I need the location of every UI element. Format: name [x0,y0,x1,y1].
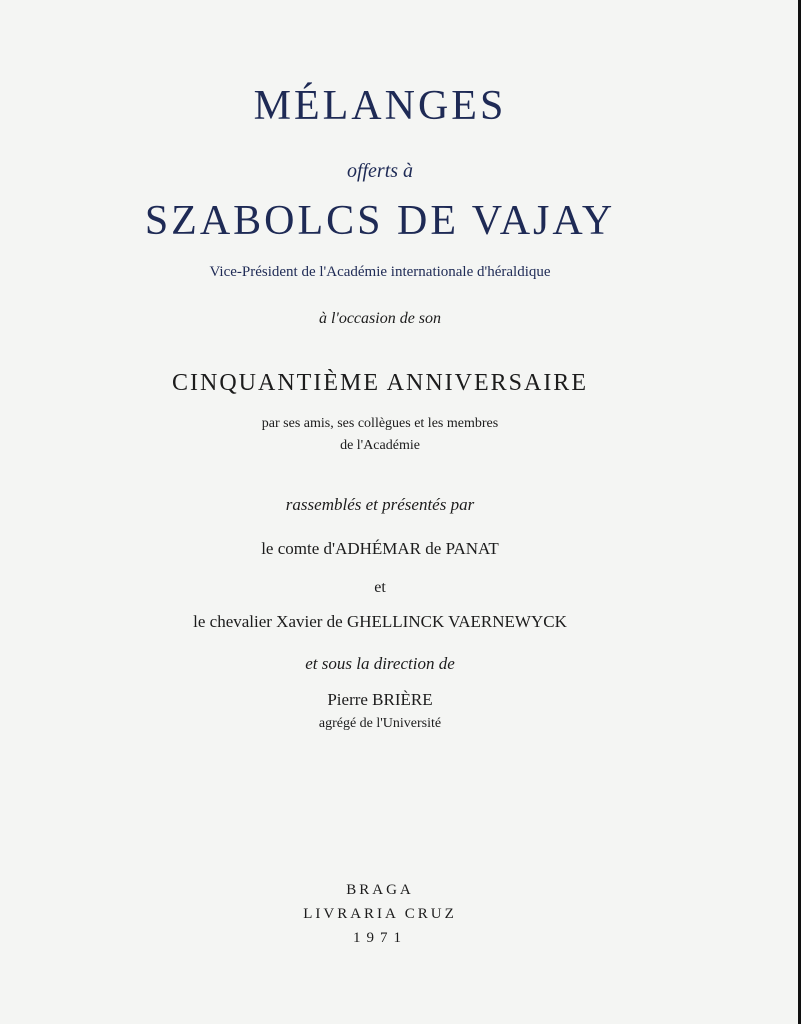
contributors-line-1: par ses amis, ses collègues et les membres [261,416,499,431]
director-name: Pierre BRIÈRE [327,690,433,709]
imprint-city: BRAGA [346,882,414,898]
imprint-publisher: LIVRARIA CRUZ [303,906,457,922]
honoree-role: Vice-Président de l'Académie internationale d'héraldique [209,264,551,280]
offered-to-line: offerts à [346,160,414,182]
gathered-by-line: rassemblés et présentés par [285,495,475,514]
conjunction-line: et [374,579,386,596]
anniversary-heading: CINQUANTIÈME ANNIVERSAIRE [172,370,588,396]
occasion-line: à l'occasion de son [318,310,442,327]
contributors-line-2: de l'Académie [340,438,420,453]
editor-2: le chevalier Xavier de GHELLINCK VAERNEWYCK [193,612,567,631]
book-title: MÉLANGES [253,83,507,129]
director-title: agrégé de l'Université [318,716,442,731]
direction-line: et sous la direction de [305,654,455,673]
honoree-name: SZABOLCS DE VAJAY [144,198,616,244]
imprint-year: 1971 [353,930,407,946]
editor-1: le comte d'ADHÉMAR de PANAT [261,539,499,558]
